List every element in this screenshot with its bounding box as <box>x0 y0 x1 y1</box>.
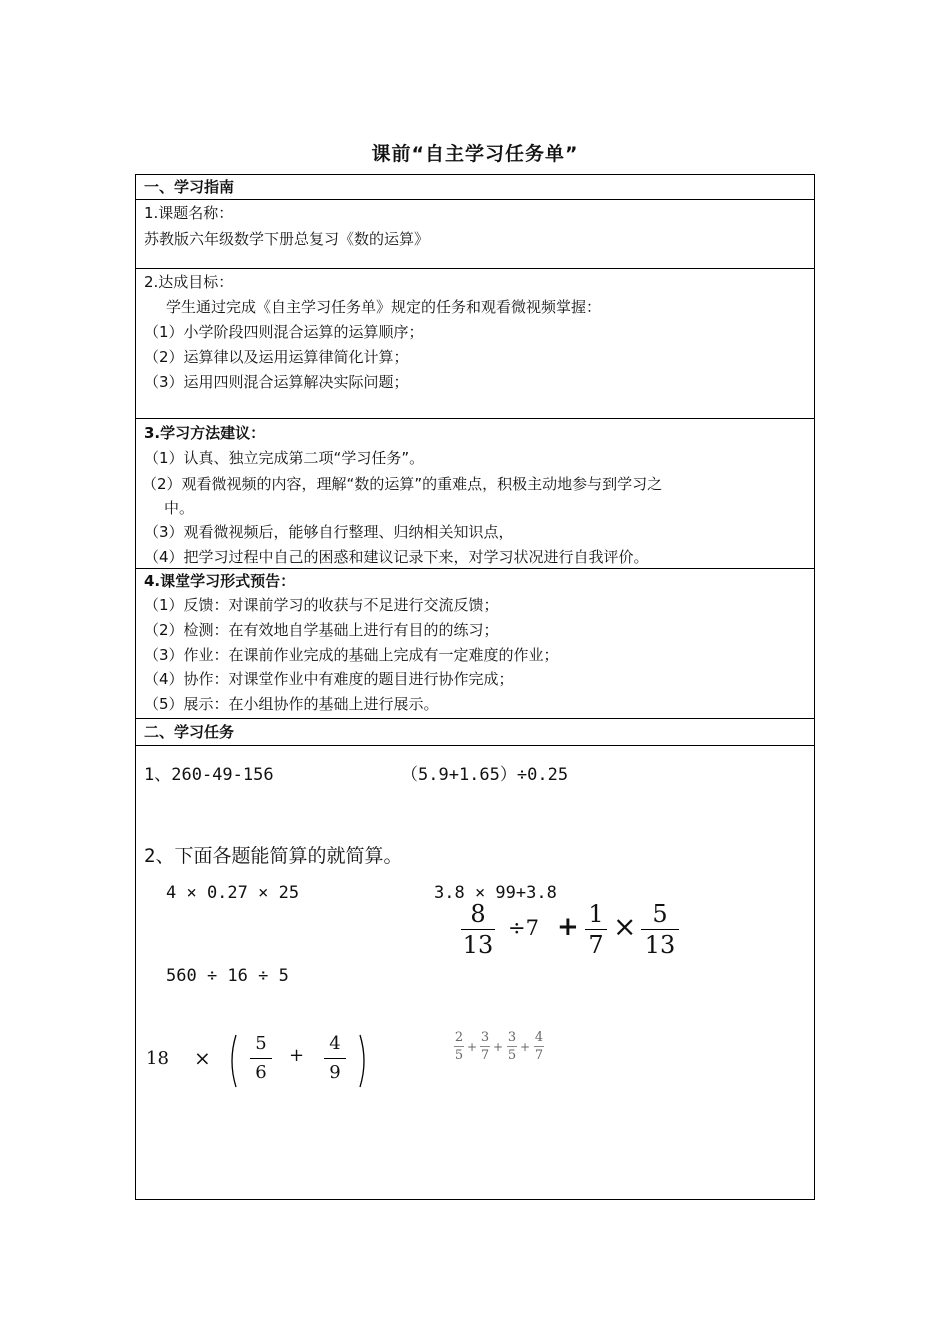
fraction-numerator: 5 <box>255 1033 267 1054</box>
plus-sign: + <box>467 1040 478 1054</box>
fraction-denominator: 5 <box>454 1048 464 1063</box>
fraction-denominator: 13 <box>644 931 676 959</box>
fraction-numerator: 8 <box>470 900 486 928</box>
fraction-numerator: 2 <box>454 1030 464 1045</box>
q1-expr-a: 1、260-49-156 <box>144 765 274 785</box>
q2-expr-d <box>461 902 691 958</box>
fraction-denominator: 7 <box>480 1048 490 1063</box>
method-item: （2）观看微视频的内容，理解“数的运算”的重难点，积极主动地参与到学习之 <box>142 475 663 493</box>
fraction <box>454 1031 464 1062</box>
form-item: （1）反馈：对课前学习的收获与不足进行交流反馈； <box>144 596 499 614</box>
forms-label: 4.课堂学习形式预告： <box>144 572 296 590</box>
method-item: 中。 <box>164 499 195 517</box>
plus-sign: + <box>520 1040 531 1054</box>
goal-item: （1）小学阶段四则混合运算的运算顺序； <box>144 323 424 341</box>
form-item: （2）检测：在有效地自学基础上进行有目的的练习； <box>144 621 499 639</box>
fraction <box>461 902 495 957</box>
plus-sign: + <box>289 1045 305 1066</box>
section2-header: 二、学习任务 <box>144 723 235 741</box>
right-paren <box>358 1033 370 1089</box>
fraction-numerator: 4 <box>329 1033 341 1054</box>
q2-expr-b: 3.8 × 99+3.8 <box>434 883 557 903</box>
fraction-denominator: 7 <box>534 1048 544 1063</box>
method-item: （4）把学习过程中自己的困惑和建议记录下来，对学习状况进行自我评价。 <box>144 548 649 566</box>
fraction <box>585 902 607 957</box>
page-title: 课前“自主学习任务单” <box>371 143 579 165</box>
goals-intro: 学生通过完成《自主学习任务单》规定的任务和观看微视频掌握： <box>166 298 602 316</box>
fraction <box>641 902 679 957</box>
topic-value: 苏教版六年级数学下册总复习《数的运算》 <box>144 230 430 248</box>
methods-row <box>136 419 814 569</box>
fraction-denominator: 13 <box>462 931 494 959</box>
coefficient: 18 <box>146 1048 169 1069</box>
q2-expr-e <box>146 1031 376 1091</box>
fraction-denominator: 7 <box>588 931 604 959</box>
fraction <box>250 1035 272 1082</box>
plus-sign: + <box>493 1040 504 1054</box>
fraction <box>324 1035 346 1082</box>
section1-header-row <box>136 175 814 200</box>
fraction-numerator: 3 <box>507 1030 517 1045</box>
q2-expr-c: 560 ÷ 16 ÷ 5 <box>166 966 289 986</box>
fraction-numerator: 1 <box>588 900 604 928</box>
form-item: （4）协作：对课堂作业中有难度的题目进行协作完成； <box>144 670 514 688</box>
fraction-denominator: 5 <box>507 1048 517 1063</box>
methods-label: 3.学习方法建议： <box>144 424 266 442</box>
fraction-numerator: 5 <box>652 900 668 928</box>
topic-row <box>136 200 814 269</box>
divide-seven: ÷7 <box>508 916 539 940</box>
times-sign: × <box>194 1046 211 1070</box>
fraction <box>507 1031 517 1062</box>
fraction-numerator: 3 <box>480 1030 490 1045</box>
goal-item: （2）运算律以及运用运算律简化计算； <box>144 348 409 366</box>
q2-expr-f <box>454 1031 564 1071</box>
q2-expr-a: 4 × 0.27 × 25 <box>166 883 300 903</box>
tasks-row <box>136 746 814 1199</box>
fraction-denominator: 6 <box>255 1062 267 1083</box>
fraction <box>480 1031 490 1062</box>
times-sign: × <box>613 910 637 943</box>
goals-label: 2.达成目标： <box>144 273 234 291</box>
method-item: （1）认真、独立完成第二项“学习任务”。 <box>144 449 425 467</box>
fraction-denominator: 9 <box>329 1062 341 1083</box>
plus-sign: + <box>557 912 579 942</box>
form-item: （3）作业：在课前作业完成的基础上完成有一定难度的作业； <box>144 646 559 664</box>
section2-header-row <box>136 719 814 746</box>
goals-row <box>136 269 814 419</box>
goal-item: （3）运用四则混合运算解决实际问题； <box>144 373 409 391</box>
forms-row <box>136 569 814 719</box>
left-paren <box>226 1033 238 1089</box>
q1-expr-b: （5.9+1.65）÷0.25 <box>401 765 569 785</box>
section1-header: 一、学习指南 <box>144 178 235 196</box>
form-item: （5）展示：在小组协作的基础上进行展示。 <box>144 695 439 713</box>
worksheet-table <box>135 174 815 1200</box>
fraction <box>534 1031 544 1062</box>
fraction-numerator: 4 <box>534 1030 544 1045</box>
q2-title: 2、下面各题能简算的就简算。 <box>144 845 403 867</box>
topic-label: 1.课题名称： <box>144 204 234 222</box>
method-item: （3）观看微视频后，能够自行整理、归纳相关知识点， <box>144 523 514 541</box>
